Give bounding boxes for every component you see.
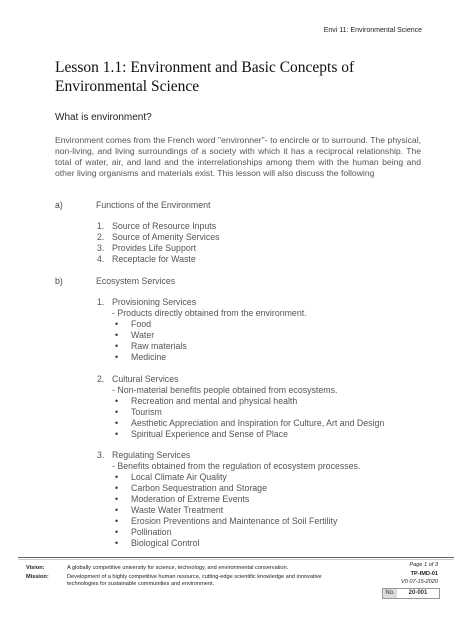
list-item: • Pollination [97, 527, 360, 538]
doc-number-label: No. [383, 589, 397, 598]
list-item: • Raw materials [97, 341, 307, 352]
list-item: • Water [97, 330, 307, 341]
vision-label: Vision: [26, 565, 45, 571]
intro-paragraph: Environment comes from the French word "environner"- to encircle or to surround. The physical, non-living, and living surroundings of a society with which it has a reciprocal relationship. The total of water, air, and land and the interrelationships among them with the human being and other living organisms and materials exist. This lesson will also discuss the following [55, 135, 421, 178]
list-item: • Tourism [97, 407, 384, 418]
course-header: Envi 11: Environmental Science [323, 27, 422, 34]
section-b-letter: b) [55, 276, 63, 286]
doc-version: V0 07-15-2020 [400, 579, 438, 585]
regulating-group: 3. Regulating Services - Benefits obtained from the regulation of ecosystem processes. • Local Climate Air Quality • Carbon Sequestration and Storage • Moderation of Extreme Events • Waste Water Treatment • Erosion Preventions and Maintenance of Soil Fertility • Pollination • Biological Control [97, 450, 360, 549]
list-item: • Erosion Preventions and Maintenance of Soil Fertility [97, 516, 360, 527]
footer-rule [18, 557, 454, 558]
group-desc: - Products directly obtained from the environment. [112, 308, 307, 318]
section-question: What is environment? [55, 112, 152, 123]
group-desc: - Non-material benefits people obtained from ecosystems. [112, 385, 338, 395]
group-title: Provisioning Services [112, 297, 197, 307]
lesson-title: Lesson 1.1: Environment and Basic Concepts of Environmental Science [55, 59, 355, 95]
doc-code: TP-IMD-01 [410, 571, 438, 577]
doc-number-value: 20-001 [408, 590, 428, 596]
section-a-title: Functions of the Environment [96, 200, 211, 210]
doc-number-box [382, 588, 440, 599]
list-item: • Waste Water Treatment [97, 505, 360, 516]
vision-text: A globally competitive university for science, technology, and environmental conservation. [67, 565, 289, 571]
list-item: • Local Climate Air Quality [97, 472, 360, 483]
section-a-letter: a) [55, 200, 63, 210]
list-item: 2. Source of Amenity Services [97, 232, 220, 242]
group-title: Cultural Services [112, 374, 179, 384]
list-item: • Spiritual Experience and Sense of Place [97, 429, 384, 440]
list-item: • Food [97, 319, 307, 330]
mission-label: Mission: [26, 574, 49, 580]
list-item: 4. Receptacle for Waste [97, 254, 196, 264]
list-item: 3. Provides Life Support [97, 243, 197, 253]
cultural-group: 2. Cultural Services - Non-material benefits people obtained from ecosystems. • Recreation and mental and physical health • Tourism • Aesthetic Appreciation and Inspiration for Culture, Art and Design • Spiritual Experience and Sense of Place [97, 374, 384, 440]
page-number: Page 1 of 3 [409, 562, 438, 568]
section-b-title: Ecosystem Services [96, 276, 176, 286]
list-item: • Aesthetic Appreciation and Inspiration for Culture, Art and Design [97, 418, 384, 429]
list-item: • Recreation and mental and physical health [97, 396, 384, 407]
footer-rule-light [18, 559, 454, 560]
group-title: Regulating Services [112, 450, 191, 460]
provisioning-group: 1. Provisioning Services - Products directly obtained from the environment. • Food • Water • Raw materials • Medicine [97, 297, 307, 363]
functions-list [97, 221, 220, 265]
list-item: • Moderation of Extreme Events [97, 494, 360, 505]
list-item: • Carbon Sequestration and Storage [97, 483, 360, 494]
group-desc: - Benefits obtained from the regulation of ecosystem processes. [112, 461, 361, 471]
mission-text: Development of a highly competitive human resource, cutting-edge scientific knowledge and innovative technologies for sustainable communities and environment. [67, 574, 322, 587]
list-item: • Medicine [97, 352, 307, 363]
list-item: • Biological Control [97, 538, 360, 549]
list-item: 1. Source of Resource Inputs [97, 221, 217, 231]
